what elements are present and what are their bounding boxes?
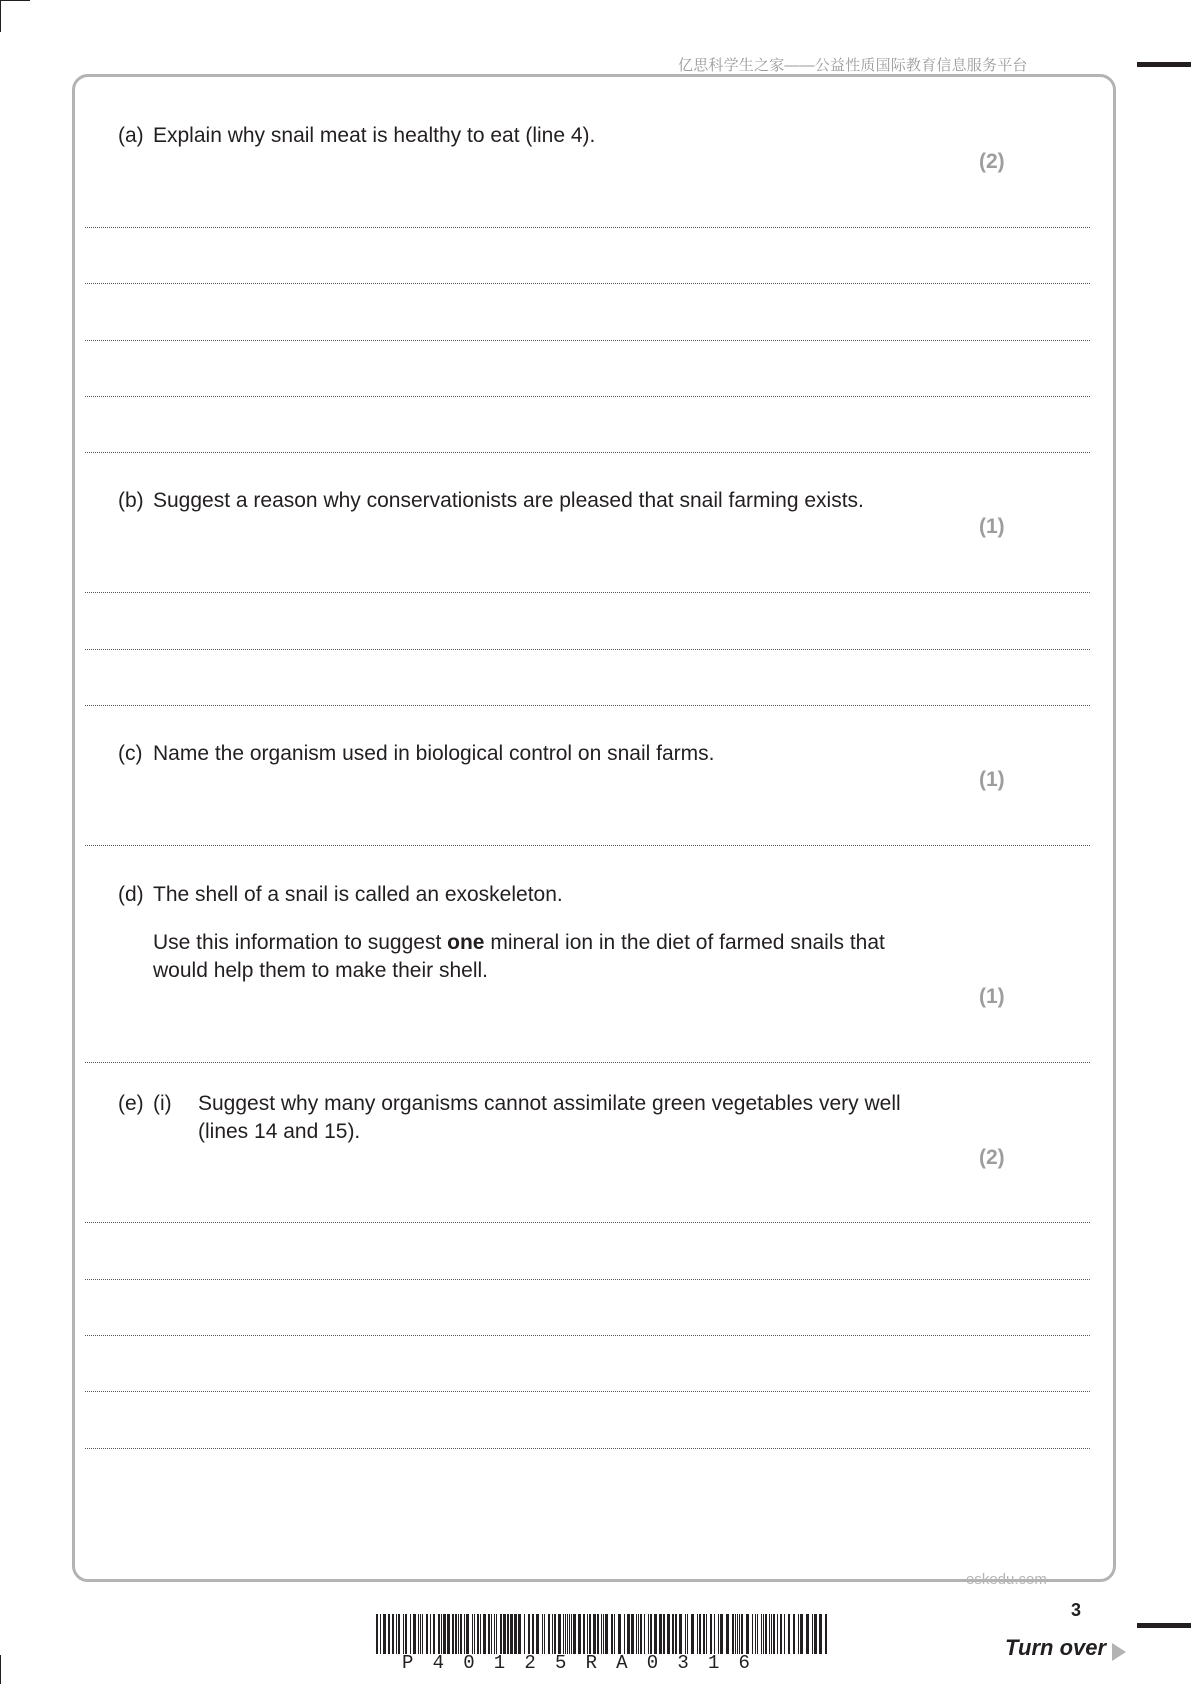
crop-mark [0,1655,1,1684]
barcode-char: R [585,1652,597,1674]
barcode-bar [644,1614,645,1654]
barcode-bar [388,1614,390,1654]
barcode-bar [441,1614,442,1654]
barcode-bar [466,1614,469,1654]
answer-line[interactable] [85,1222,1090,1223]
barcode-bar [496,1614,497,1654]
barcode-bar [685,1614,686,1654]
barcode-bar [403,1614,404,1654]
barcode-bar [741,1614,743,1654]
barcode-bar [472,1614,473,1654]
barcode-bar [720,1614,723,1654]
barcode-bar [603,1614,604,1654]
barcode-bar [460,1614,462,1654]
barcode-bar [528,1614,530,1654]
barcode-bar [654,1614,657,1654]
barcode-bar [812,1614,813,1654]
barcode [376,1614,828,1654]
page-number: 3 [1071,1600,1082,1620]
barcode-bar [800,1614,803,1654]
barcode-bar [601,1614,602,1654]
barcode-bar [558,1614,561,1654]
barcode-bar [477,1614,479,1654]
barcode-bar [777,1614,778,1654]
barcode-bar [480,1614,481,1654]
barcode-bar [532,1614,534,1654]
barcode-bar [819,1614,822,1654]
barcode-bar [398,1614,400,1654]
question-c-label: (c) [118,742,143,765]
barcode-bar [565,1614,566,1654]
barcode-char: 3 [677,1652,689,1674]
barcode-bar [455,1614,457,1654]
barcode-bar [507,1614,509,1654]
instruction-text: Use this information to suggest [153,931,448,954]
barcode-bar [710,1614,712,1654]
barcode-bar [659,1614,662,1654]
crop-mark [0,0,1,32]
question-d-instruction [153,929,885,957]
barcode-bar [687,1614,688,1654]
answer-line[interactable] [85,592,1090,593]
question-a-marks: (2) [979,150,1005,173]
answer-line[interactable] [85,283,1090,284]
barcode-bar [438,1614,440,1654]
answer-line[interactable] [85,1448,1090,1449]
crop-mark [0,0,30,1]
barcode-bar [746,1614,749,1654]
question-d-text: The shell of a snail is called an exoskeleton. [153,883,563,906]
barcode-bar [757,1614,758,1654]
barcode-bar [587,1614,588,1654]
barcode-bar [380,1614,381,1654]
barcode-bar [452,1614,454,1654]
question-c-marks: (1) [979,768,1005,791]
turn-over-arrow-icon [1112,1643,1126,1661]
barcode-bar [636,1614,637,1654]
barcode-char: 2 [524,1652,536,1674]
barcode-bar [491,1614,492,1654]
barcode-bar [605,1614,608,1654]
barcode-bar [735,1614,736,1654]
barcode-bar [663,1614,665,1654]
question-a-label: (a) [118,124,144,147]
barcode-bar [631,1614,634,1654]
barcode-bar [524,1614,525,1654]
barcode-bar [697,1614,698,1654]
margin-bar [1137,1623,1191,1628]
barcode-bar [667,1614,670,1654]
barcode-bar [672,1614,674,1654]
question-e-text-cont: (lines 14 and 15). [198,1120,361,1143]
barcode-bar [552,1614,553,1654]
barcode-char: 1 [707,1652,720,1674]
question-e-sub-label: (i) [153,1092,172,1115]
question-e-marks: (2) [979,1146,1005,1169]
barcode-bar [430,1614,431,1654]
margin-bar [1137,62,1191,67]
barcode-bar [718,1614,719,1654]
barcode-bar [405,1614,407,1654]
barcode-bar [732,1614,734,1654]
barcode-text [402,1652,769,1674]
barcode-bar [597,1614,599,1654]
barcode-bar [383,1614,386,1654]
barcode-bar [765,1614,767,1654]
barcode-bar [494,1614,495,1654]
question-e-text: Suggest why many organisms cannot assimilate green vegetables very well [198,1092,901,1115]
barcode-char: 0 [463,1652,475,1674]
barcode-bar [447,1614,450,1654]
question-d-marks: (1) [979,985,1005,1008]
barcode-bar [514,1614,517,1654]
barcode-bar [464,1614,465,1654]
barcode-bar [554,1614,556,1654]
barcode-bar [474,1614,475,1654]
answer-line[interactable] [85,1279,1090,1280]
header-watermark: 亿思科学生之家——公益性质国际教育信息服务平台 [678,57,1028,74]
barcode-bar [510,1614,513,1654]
barcode-char: 5 [554,1652,567,1674]
instruction-text: mineral ion in the diet of farmed snails that [484,931,885,954]
barcode-bar [426,1614,428,1654]
barcode-bar [583,1614,585,1654]
barcode-bar [675,1614,677,1654]
barcode-bar [755,1614,756,1654]
answer-line[interactable] [85,340,1090,341]
barcode-bar [433,1614,435,1654]
barcode-bar [769,1614,770,1654]
question-d-instruction-cont: would help them to make their shell. [153,959,489,982]
answer-line[interactable] [85,649,1090,650]
barcode-bar [650,1614,652,1654]
barcode-bar [376,1614,378,1654]
barcode-bar [761,1614,762,1654]
barcode-bar [614,1614,615,1654]
barcode-bar [578,1614,581,1654]
barcode-bar [638,1614,639,1654]
barcode-bar [569,1614,570,1654]
question-a-text: Explain why snail meat is healthy to eat (line 4). [153,124,596,147]
barcode-bar [483,1614,486,1654]
barcode-char: 4 [432,1652,444,1674]
barcode-bar [679,1614,682,1654]
barcode-bar [752,1614,753,1654]
barcode-bar [573,1614,576,1654]
barcode-bar [500,1614,502,1654]
barcode-bar [706,1614,707,1654]
barcode-bar [780,1614,782,1654]
answer-line[interactable] [85,705,1090,706]
barcode-bar [714,1614,715,1654]
barcode-bar [611,1614,613,1654]
barcode-bar [410,1614,411,1654]
barcode-bar [542,1614,543,1654]
question-b-text: Suggest a reason why conservationists are pleased that snail farming exists. [153,489,864,512]
answer-line[interactable] [85,452,1090,453]
barcode-bar [798,1614,799,1654]
barcode-bar [627,1614,630,1654]
barcode-bar [413,1614,416,1654]
barcode-bar [458,1614,459,1654]
barcode-bar [567,1614,568,1654]
barcode-bar [544,1614,545,1654]
barcode-bar [806,1614,809,1654]
answer-frame [72,74,1116,1582]
barcode-bar [793,1614,795,1654]
barcode-bar [618,1614,621,1654]
barcode-bar [825,1614,827,1654]
question-d-label: (d) [118,883,144,906]
barcode-bar [536,1614,539,1654]
barcode-bar [624,1614,625,1654]
barcode-bar [771,1614,772,1654]
barcode-bar [503,1614,506,1654]
barcode-bar [763,1614,764,1654]
turn-over-label: Turn over [1005,1635,1107,1660]
barcode-bar [773,1614,775,1654]
barcode-char: 1 [493,1652,506,1674]
barcode-bar [737,1614,738,1654]
barcode-char: 0 [646,1652,659,1674]
emphasis-text: one [447,931,485,954]
barcode-bar [563,1614,564,1654]
barcode-bar [422,1614,423,1654]
footer-watermark: eskedu.com [966,1571,1047,1588]
barcode-bar [726,1614,729,1654]
question-c-text: Name the organism used in biological control on snail farms. [153,742,715,765]
barcode-bar [443,1614,446,1654]
barcode-bar [396,1614,397,1654]
question-b-label: (b) [118,489,144,512]
barcode-char: P [402,1652,414,1674]
barcode-bar [571,1614,572,1654]
barcode-bar [814,1614,817,1654]
barcode-bar [739,1614,740,1654]
barcode-bar [548,1614,550,1654]
barcode-bar [648,1614,649,1654]
answer-line[interactable] [85,845,1090,846]
barcode-bar [518,1614,521,1654]
answer-line[interactable] [85,1391,1090,1392]
barcode-bar [418,1614,419,1654]
barcode-bar [640,1614,642,1654]
barcode-bar [420,1614,421,1654]
barcode-bar [788,1614,790,1654]
barcode-bar [593,1614,596,1654]
barcode-char: A [616,1652,628,1674]
answer-line[interactable] [85,227,1090,228]
question-b-marks: (1) [979,515,1005,538]
barcode-bar [699,1614,701,1654]
barcode-bar [784,1614,785,1654]
barcode-bar [691,1614,694,1654]
answer-line[interactable] [85,1062,1090,1063]
barcode-bar [589,1614,591,1654]
barcode-bar [392,1614,394,1654]
barcode-bar [703,1614,705,1654]
answer-line[interactable] [85,396,1090,397]
barcode-bar [488,1614,490,1654]
answer-line[interactable] [85,1335,1090,1336]
barcode-char: 6 [738,1652,750,1674]
question-e-label: (e) [118,1092,144,1115]
